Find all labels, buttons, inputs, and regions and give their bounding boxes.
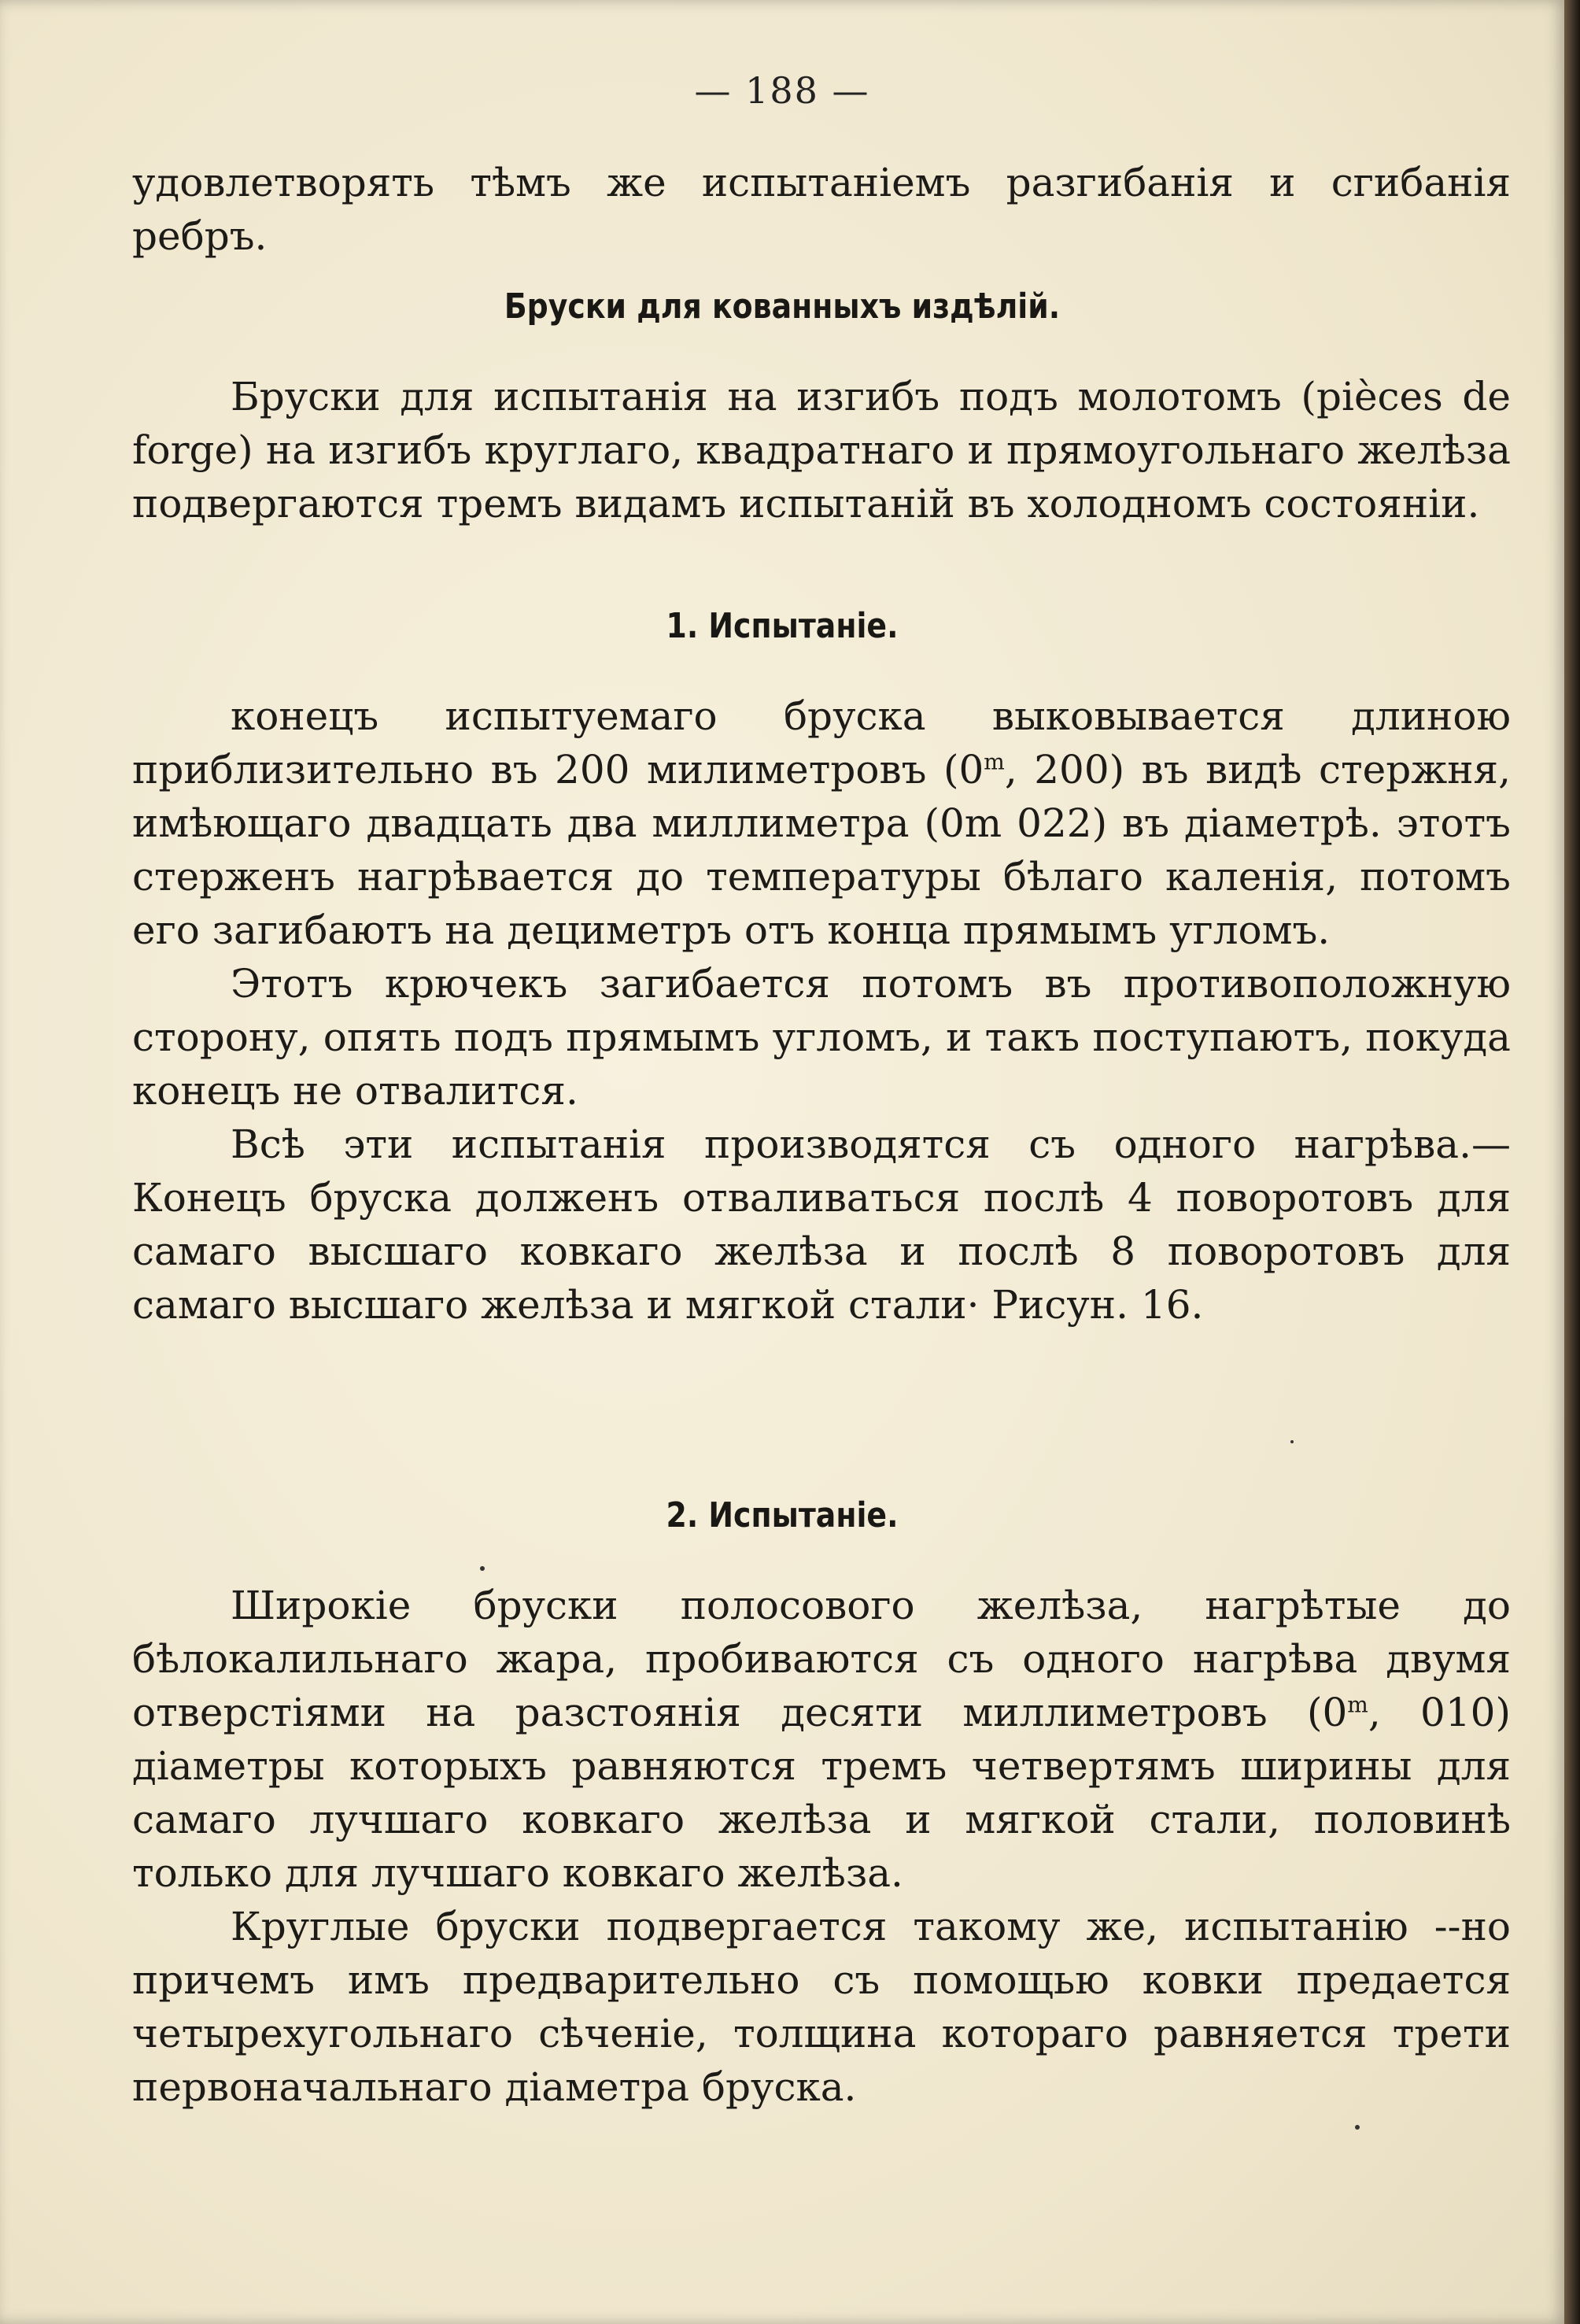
test1-paragraph-1 [132,689,1511,957]
test1-p1-part-a: конецъ испытуемаго бруска выковывается длиною приблизительно въ 200 милиметровъ (0 [132,693,1511,793]
section-heading: Бруски для кованныхъ издѣлій. [504,286,1061,327]
intro-text: удовлетворять тѣмъ же испытаніемъ разгибанія и сгибанія ребръ. [132,160,1511,259]
section-paragraph [132,370,1511,530]
test2-body [132,1579,1511,2114]
test1-body [132,689,1511,1332]
test1-paragraph-2: Этотъ крючекъ загибается потомъ въ противоположную сторону, опять подъ прямымъ угломъ, и такъ поступаютъ, покуда конецъ не отвалится. [132,961,1511,1114]
print-speck [1290,1440,1294,1443]
test1-p1-sup: m [984,748,1005,775]
test2-p1-part-b: , 010) діаметры которыхъ равняются тремъ четвертямъ ширины для самаго лучшаго ковкаго желѣза и мягкой стали, половинѣ только для лучшаго ковкаго желѣза. [132,1690,1511,1896]
section-paragraph-text: Бруски для испытанія на изгибъ подъ молотомъ (pièces de forge) на изгибъ круглаго, квадратнаго и прямоугольнаго желѣза подвергаются тремъ видамъ испытаній въ холодномъ состояніи. [132,374,1511,527]
intro-paragraph [132,156,1511,263]
test1-p1-part-b: , 200) въ видѣ стержня, имѣющаго двадцать два миллиметра (0m 022) въ діаметрѣ. этотъ стерженъ нагрѣвается до температуры бѣлаго каленія, потомъ его загибаютъ на дециметръ отъ конца прямымъ угломъ. [132,747,1511,953]
print-speck [480,1566,485,1571]
test2-paragraph-2: Круглые бруски подвергается такому же, испытанію --но причемъ имъ предварительно съ помощью ковки предается четырехугольнаго сѣченіе, толщина котораго равняется трети первоначальнаго діаметра бруска. [132,1904,1511,2110]
test1-heading: 1. Испытаніе. [666,606,899,646]
page-number: — 188 — [694,69,870,112]
test2-p1-part-a: Широкіе бруски полосового желѣза, нагрѣтые до бѣлокалильнаго жара, пробиваются съ одного нагрѣва двумя отверстіями на разстоянія десяти миллиметровъ (0 [132,1583,1511,1735]
print-speck [1355,2125,1360,2130]
test2-paragraph-1 [132,1579,1511,1900]
test1-paragraph-3: Всѣ эти испытанія производятся съ одного нагрѣва.— Конецъ бруска долженъ отваливаться послѣ 4 поворотовъ для самаго высшаго ковкаго желѣза и послѣ 8 поворотовъ для самаго высшаго желѣза и мягкой стали· Рисун. 16. [132,1121,1511,1328]
test2-p1-sup: m [1347,1691,1368,1718]
book-page-edge [1564,0,1580,2324]
test2-heading: 2. Испытаніе. [666,1495,899,1535]
